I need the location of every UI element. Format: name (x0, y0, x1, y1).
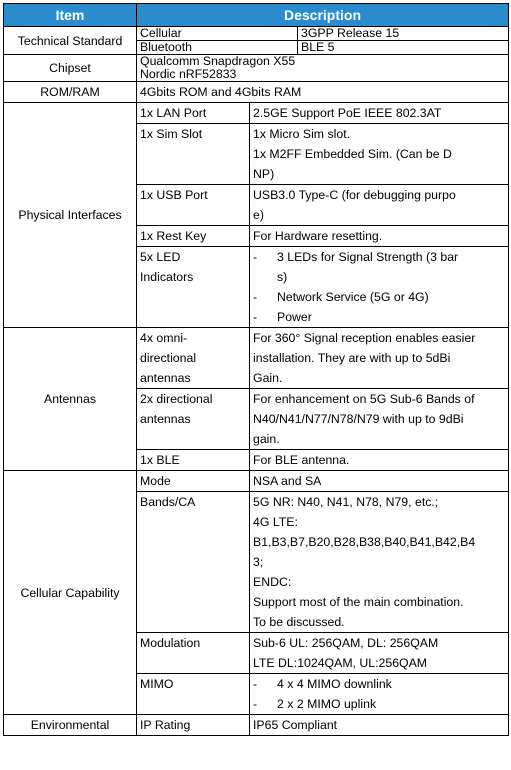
table-row (4, 471, 509, 492)
bands-line: 5G NR: N40, N41, N78, N79, etc.; (253, 495, 439, 509)
cellular-value: 3GPP Release 15 (298, 27, 509, 41)
ip-rating-label: IP Rating (137, 715, 250, 736)
mode-label: Mode (137, 471, 250, 492)
omni-label-line: directional (140, 351, 197, 365)
sim-label: 1x Sim Slot (137, 124, 250, 185)
header-item: Item (4, 4, 137, 27)
bullet-dash: - (253, 677, 258, 691)
bullet-dash: - (253, 310, 258, 324)
led-value (250, 247, 509, 328)
usb-value (250, 185, 509, 226)
bluetooth-label: Bluetooth (137, 41, 298, 55)
directional-value (250, 389, 509, 450)
omni-line: For 360° Signal reception enables easier (253, 331, 476, 345)
bullet-dash: - (253, 290, 258, 304)
bullet-text: 2 x 2 MIMO uplink (277, 697, 377, 711)
bullet-text: 3 LEDs for Signal Strength (3 bar (277, 250, 459, 264)
bullet-text: Network Service (5G or 4G) (277, 290, 429, 304)
rom-ram-value: 4Gbits ROM and 4Gbits RAM (137, 82, 509, 103)
bands-label: Bands/CA (137, 492, 250, 633)
led-label (137, 247, 250, 328)
table-row (4, 27, 509, 41)
rest-key-label: 1x Rest Key (137, 226, 250, 247)
directional-label-line: 2x directional (140, 392, 213, 406)
omni-label-line: antennas (140, 371, 191, 385)
usb-line: e) (253, 208, 264, 222)
item-chipset: Chipset (4, 55, 137, 82)
ip-rating-value: IP65 Compliant (250, 715, 509, 736)
modulation-value (250, 633, 509, 674)
item-antennas: Antennas (4, 328, 137, 471)
item-technical-standard: Technical Standard (4, 27, 137, 55)
bands-line: To be discussed. (253, 615, 345, 629)
bands-line: Support most of the main combination. (253, 595, 464, 609)
lan-label: 1x LAN Port (137, 103, 250, 124)
header-row (4, 4, 509, 27)
header-description: Description (137, 4, 509, 27)
led-label-line: 5x LED (140, 250, 181, 264)
directional-line: gain. (253, 432, 280, 446)
directional-line: For enhancement on 5G Sub-6 Bands of (253, 392, 475, 406)
bluetooth-value: BLE 5 (298, 41, 509, 55)
bands-value (250, 492, 509, 633)
item-cellular-capability: Cellular Capability (4, 471, 137, 715)
omni-line: Gain. (253, 371, 283, 385)
chipset-value (137, 55, 509, 82)
lan-value: 2.5GE Support PoE IEEE 802.3AT (250, 103, 509, 124)
bullet-text: Power (277, 310, 312, 324)
rest-key-value: For Hardware resetting. (250, 226, 509, 247)
usb-label: 1x USB Port (137, 185, 250, 226)
chipset-line: Nordic nRF52833 (140, 67, 237, 81)
usb-line: USB3.0 Type-C (for debugging purpo (253, 188, 456, 202)
directional-label (137, 389, 250, 450)
ble-label: 1x BLE (137, 450, 250, 471)
ble-value: For BLE antenna. (250, 450, 509, 471)
item-physical-interfaces: Physical Interfaces (4, 103, 137, 328)
mimo-value (250, 674, 509, 715)
modulation-line: LTE DL:1024QAM, UL:256QAM (253, 656, 428, 670)
mimo-label: MIMO (137, 674, 250, 715)
bullet-dash: - (253, 697, 258, 711)
table-row (4, 715, 509, 736)
led-bullet (253, 247, 505, 267)
omni-label (137, 328, 250, 389)
modulation-label: Modulation (137, 633, 250, 674)
bands-line: ENDC: (253, 575, 292, 589)
table-row (4, 103, 509, 124)
sim-line: NP) (253, 167, 275, 181)
sim-value (250, 124, 509, 185)
omni-line: installation. They are with up to 5dBi (253, 351, 451, 365)
led-bullet (253, 307, 505, 327)
led-bullet (253, 287, 505, 307)
omni-label-line: 4x omni- (140, 331, 188, 345)
item-rom-ram: ROM/RAM (4, 82, 137, 103)
directional-line: N40/N41/N77/N78/N79 with up to 9dBi (253, 412, 464, 426)
table-row (4, 328, 509, 389)
bullet-text: s) (277, 270, 288, 284)
mimo-bullet (253, 694, 505, 714)
item-environmental: Environmental (4, 715, 137, 736)
bands-line: 4G LTE: (253, 515, 298, 529)
led-bullet-continuation (253, 267, 505, 287)
spec-table (3, 3, 509, 736)
cellular-label: Cellular (137, 27, 298, 41)
bullet-dash: - (253, 250, 258, 264)
table-row (4, 55, 509, 82)
modulation-line: Sub-6 UL: 256QAM, DL: 256QAM (253, 636, 439, 650)
bullet-text: 4 x 4 MIMO downlink (277, 677, 392, 691)
sim-line: 1x Micro Sim slot. (253, 127, 351, 141)
chipset-line: Qualcomm Snapdragon X55 (140, 54, 296, 68)
mimo-bullet (253, 674, 505, 694)
mode-value: NSA and SA (250, 471, 509, 492)
directional-label-line: antennas (140, 412, 191, 426)
bands-line: 3; (253, 555, 264, 569)
led-label-line: Indicators (140, 270, 194, 284)
omni-value (250, 328, 509, 389)
sim-line: 1x M2FF Embedded Sim. (Can be D (253, 147, 452, 161)
table-row (4, 82, 509, 103)
bands-line: B1,B3,B7,B20,B28,B38,B40,B41,B42,B4 (253, 535, 476, 549)
